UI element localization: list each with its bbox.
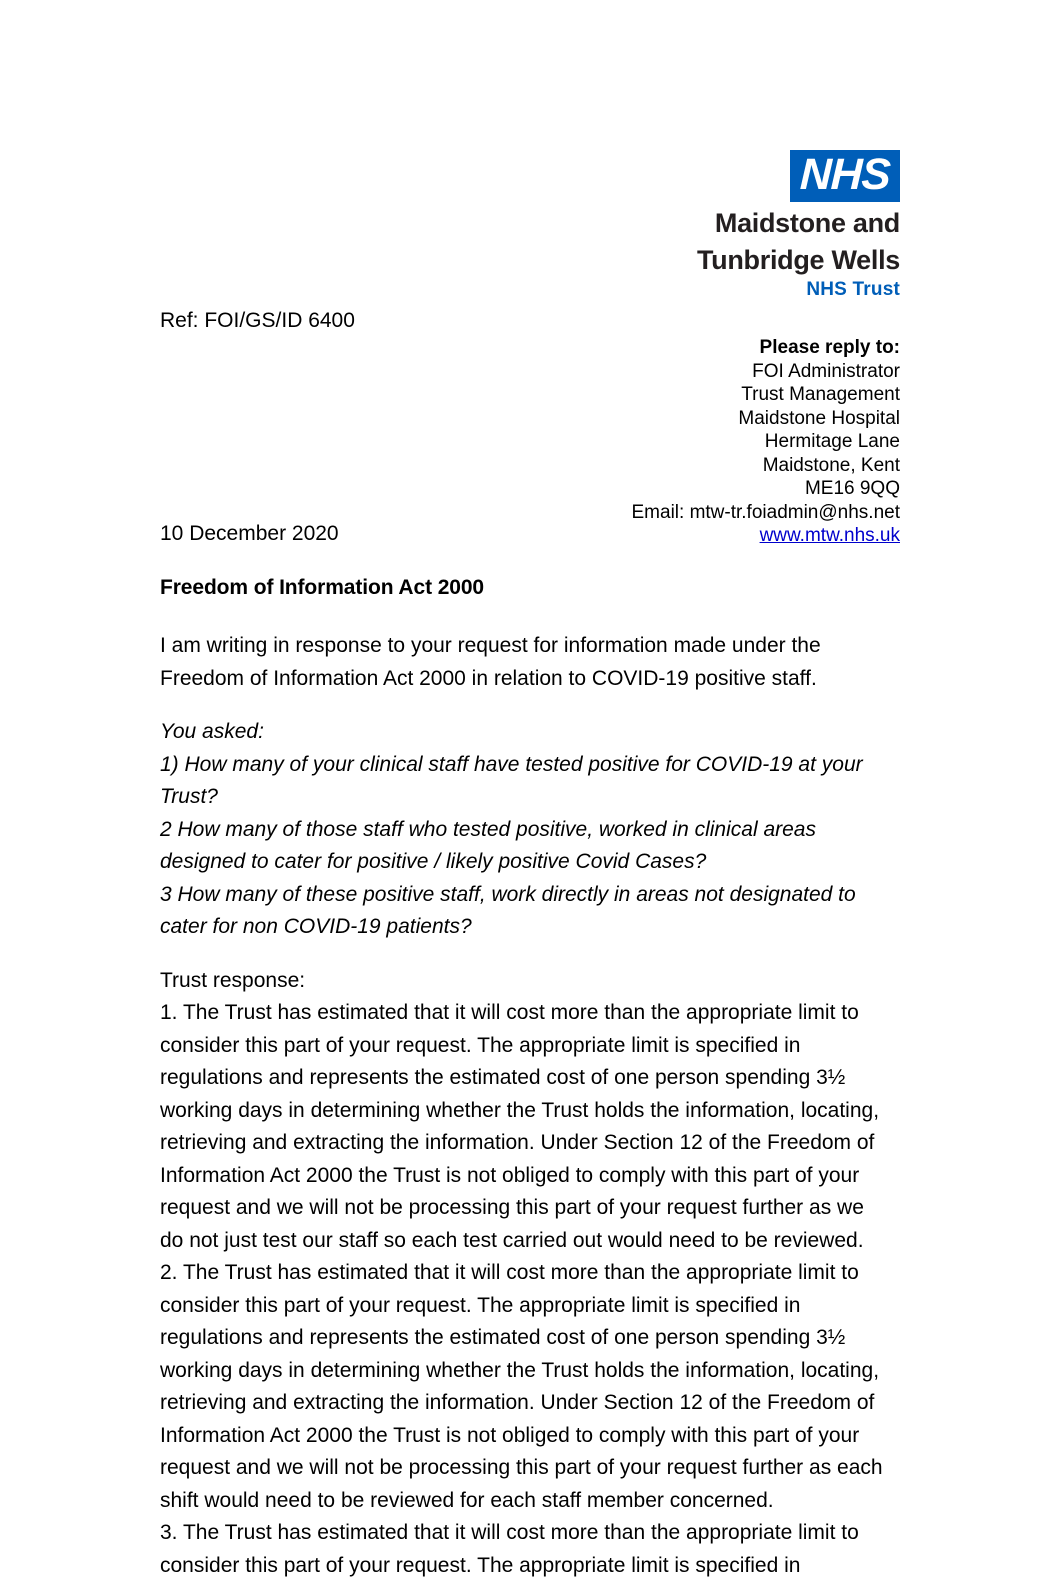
response-2-line: retrieving and extracting the information. Under Section 12 of the Freedom of (160, 1387, 908, 1420)
response-2-line: 2. The Trust has estimated that it will cost more than the appropriate limit to (160, 1257, 908, 1290)
intro-line: Freedom of Information Act 2000 in relation to COVID-19 positive staff. (160, 663, 908, 696)
intro-paragraph (160, 630, 908, 695)
response-2-line: shift would need to be reviewed for each staff member concerned. (160, 1485, 908, 1518)
letter-subject: Freedom of Information Act 2000 (160, 574, 908, 602)
reference-number: Ref: FOI/GS/ID 6400 (160, 308, 355, 334)
question-1-line: Trust? (160, 781, 908, 814)
response-2-line: regulations and represents the estimated cost of one person spending 3½ (160, 1322, 908, 1355)
reply-to-email: Email: mtw-tr.foiadmin@nhs.net (632, 501, 901, 525)
nhs-logo-text: NHS (799, 153, 890, 197)
response-1-line: consider this part of your request. The appropriate limit is specified in (160, 1030, 908, 1063)
response-1-line: working days in determining whether the Trust holds the information, locating, (160, 1095, 908, 1128)
response-1-line: request and we will not be processing this part of your request further as we (160, 1192, 908, 1225)
you-asked-section (160, 716, 908, 944)
intro-line: I am writing in response to your request for information made under the (160, 630, 908, 663)
reply-to-heading: Please reply to: (632, 336, 901, 360)
response-2-line: Information Act 2000 the Trust is not obliged to comply with this part of your (160, 1420, 908, 1453)
response-2-line: working days in determining whether the Trust holds the information, locating, (160, 1355, 908, 1388)
you-asked-label: You asked: (160, 716, 908, 749)
question-2-line: 2 How many of those staff who tested positive, worked in clinical areas (160, 814, 908, 847)
response-2-line: consider this part of your request. The appropriate limit is specified in (160, 1290, 908, 1323)
response-1-line: regulations and represents the estimated cost of one person spending 3½ (160, 1062, 908, 1095)
reply-to-line: FOI Administrator (632, 360, 901, 384)
reply-to-line: Trust Management (632, 383, 901, 407)
response-1-line: 1. The Trust has estimated that it will cost more than the appropriate limit to (160, 997, 908, 1030)
trust-name-line-1: Maidstone and (580, 208, 900, 239)
response-3-line: 3. The Trust has estimated that it will cost more than the appropriate limit to (160, 1517, 908, 1550)
question-2-line: designed to cater for positive / likely positive Covid Cases? (160, 846, 908, 879)
reply-to-block (632, 336, 901, 548)
trust-name-line-2: Tunbridge Wells (580, 245, 900, 276)
trust-response-label: Trust response: (160, 965, 908, 998)
reply-to-line: Maidstone, Kent (632, 454, 901, 478)
trust-response-section (160, 965, 908, 1582)
question-3-line: cater for non COVID-19 patients? (160, 911, 908, 944)
trust-name-suffix: NHS Trust (580, 279, 900, 301)
reply-to-postcode: ME16 9QQ (632, 477, 901, 501)
nhs-logo-mark (790, 150, 900, 202)
response-3-line: consider this part of your request. The appropriate limit is specified in (160, 1550, 908, 1582)
question-3-line: 3 How many of these positive staff, work directly in areas not designated to (160, 879, 908, 912)
letter-date: 10 December 2020 (160, 520, 908, 548)
response-1-line: Information Act 2000 the Trust is not obliged to comply with this part of your (160, 1160, 908, 1193)
response-1-line: retrieving and extracting the information. Under Section 12 of the Freedom of (160, 1127, 908, 1160)
question-1-line: 1) How many of your clinical staff have tested positive for COVID-19 at your (160, 749, 908, 782)
nhs-trust-logo (580, 150, 900, 301)
reply-to-line: Maidstone Hospital (632, 407, 901, 431)
letter-body (160, 520, 908, 1582)
website-link[interactable]: www.mtw.nhs.uk (760, 525, 900, 546)
response-1-line: do not just test our staff so each test carried out would need to be reviewed. (160, 1225, 908, 1258)
reply-to-line: Hermitage Lane (632, 430, 901, 454)
response-2-line: request and we will not be processing this part of your request further as each (160, 1452, 908, 1485)
